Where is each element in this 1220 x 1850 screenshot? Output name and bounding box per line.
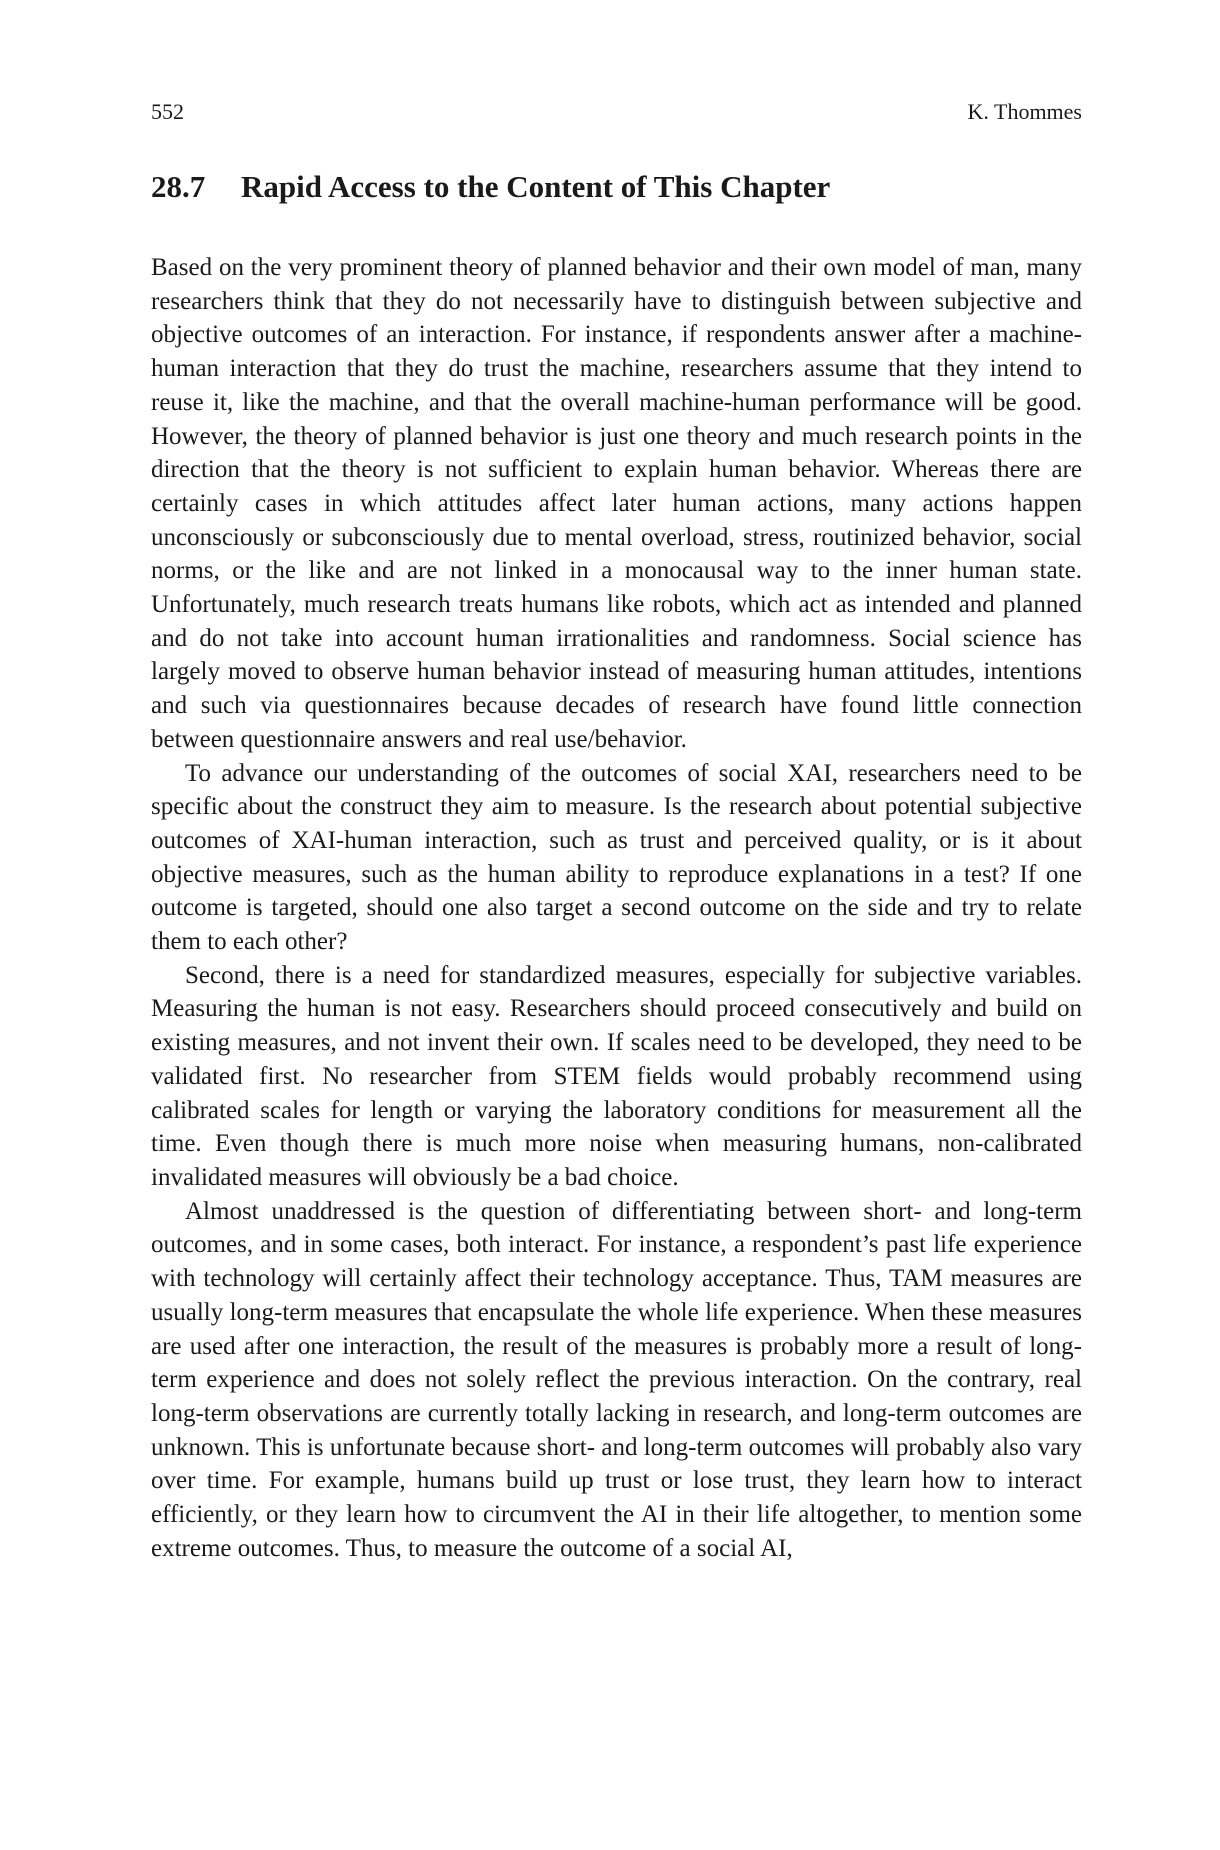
paragraph-3: Second, there is a need for standardized measures, especially for subjective variables. Measuring the human is not easy. Researchers should proceed consecutively and build on existing measures, and not invent their own. If scales need to be developed, they need to be validated first. No researcher from STEM fields would probably recommend using calibrated scales for length or varying the laboratory conditions for measurement all the time. Even though there is much more noise when measuring humans, non-calibrated invalidated measures will obviously be a bad choice. bbox=[151, 961, 1082, 1191]
paragraph-1: Based on the very prominent theory of planned behavior and their own model of man, many researchers think that they do not necessarily have to distinguish between subjective and objective outcomes of an interaction. For instance, if respondents answer after a machine-human interaction that they do trust the machine, researchers assume that they intend to reuse it, like the machine, and that the overall machine-human performance will be good. However, the theory of planned behavior is just one theory and much research points in the direction that the theory is not sufficient to explain human behavior. Whereas there are certainly cases in which attitudes affect later human actions, many actions happen unconsciously or subconsciously due to mental overload, stress, routinized behavior, social norms, or the like and are not linked in a monocausal way to the inner human state. Unfortunately, much research treats humans like robots, which act as intended and planned and do not take into account human irrationalities and randomness. Social science has largely moved to observe human behavior instead of measuring human attitudes, intentions and such via questionnaires because decades of research have found little connection between questionnaire answers and real use/behavior. bbox=[151, 254, 1082, 753]
running-header bbox=[151, 98, 1082, 126]
body-text bbox=[151, 251, 1082, 1565]
section-number: 28.7 bbox=[151, 169, 206, 204]
section-heading bbox=[151, 167, 1082, 207]
paragraph-4: Almost unaddressed is the question of differentiating between short- and long-term outcomes, and in some cases, both interact. For instance, a respondent’s past life experience with technology will certainly affect their technology acceptance. Thus, TAM measures are usually long-term measures that encapsulate the whole life experience. When these measures are used after one interaction, the result of the measures is probably more a result of long-term experience and does not solely reflect the previous interaction. On the contrary, real long-term observations are currently totally lacking in research, and long-term outcomes are unknown. This is unfortunate because short- and long-term outcomes will probably also vary over time. For example, humans build up trust or lose trust, they learn how to interact efficiently, or they learn how to circumvent the AI in their life altogether, to mention some extreme outcomes. Thus, to measure the outcome of a social AI, bbox=[151, 1197, 1082, 1562]
page-number: 552 bbox=[151, 99, 184, 124]
paragraph-2: To advance our understanding of the outcomes of social XAI, researchers need to be specific about the construct they aim to measure. Is the research about potential subjective outcomes of XAI-human interaction, such as trust and perceived quality, or is it about objective measures, such as the human ability to reproduce explanations in a test? If one outcome is targeted, should one also target a second outcome on the side and try to relate them to each other? bbox=[151, 759, 1082, 956]
running-author: K. Thommes bbox=[967, 99, 1082, 124]
section-title: Rapid Access to the Content of This Chapter bbox=[241, 169, 831, 204]
